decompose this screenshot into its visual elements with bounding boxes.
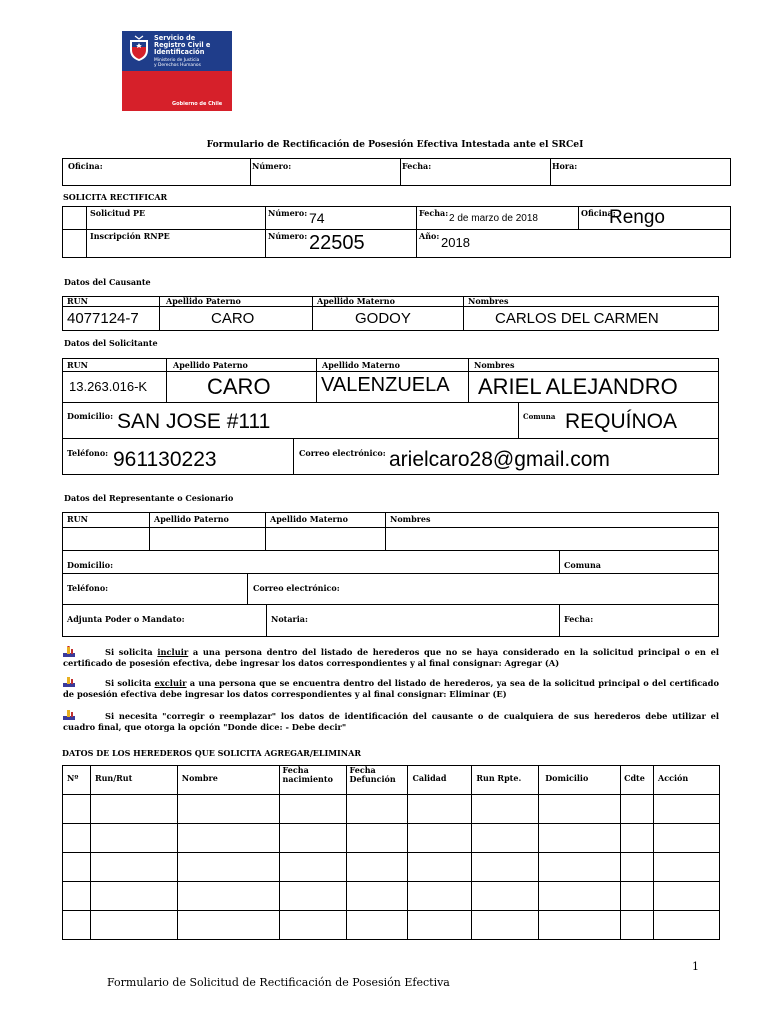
herederos-table: [62, 765, 720, 940]
solicitud-numero-value: 74: [309, 210, 325, 226]
herederos-col-cdte: Cdte: [624, 773, 645, 783]
logo-line-3: Identificación: [154, 48, 205, 56]
note-agregar-underline: incluir: [157, 647, 189, 657]
logo-line-4: Ministerio de Justicia: [154, 58, 200, 63]
solicitante-domicilio-label: Domicilio:: [67, 411, 114, 421]
solicitante-correo-label: Correo electrónico:: [299, 448, 386, 458]
office-info-row: [62, 158, 731, 186]
table-row: [63, 911, 720, 940]
numero-label: Número:: [252, 161, 292, 171]
note-agregar: [63, 647, 719, 669]
causante-table: [62, 296, 719, 331]
fecha-label: Fecha:: [402, 161, 432, 171]
table-row: [63, 882, 720, 911]
solicitud-oficina-label: Oficina:: [581, 208, 616, 218]
causante-nombres-header: Nombres: [468, 296, 509, 306]
representante-telefono-label: Teléfono:: [67, 583, 109, 593]
solicitante-nombres-header: Nombres: [474, 360, 515, 370]
causante-heading: Datos del Causante: [64, 277, 151, 287]
solicitante-comuna-label: Comuna: [523, 412, 556, 421]
solicitante-paterno-value: CARO: [207, 374, 271, 399]
solicitud-fecha-value: 2 de marzo de 2018: [449, 213, 538, 224]
solicitante-materno-header: Apellido Materno: [322, 360, 400, 370]
herederos-col-nacimiento: Fecha nacimiento: [282, 765, 333, 784]
solicitud-fecha-label: Fecha:: [419, 208, 449, 218]
herederos-col-defuncion: Fecha Defunción: [349, 765, 396, 784]
solicitante-run-header: RUN: [67, 360, 88, 370]
solicitante-telefono-label: Teléfono:: [67, 448, 109, 458]
herederos-header-row: [63, 766, 720, 795]
page-number: 1: [692, 960, 699, 973]
oficina-label: Oficina:: [68, 161, 103, 171]
causante-materno-value: GODOY: [355, 310, 411, 327]
inscripcion-anio-label: Año:: [419, 231, 440, 241]
note-eliminar-post: a una persona que se encuentra dentro del listado de herederos, ya sea de la solicitud principal o del certificado de posesión efectiva debe ingresar los datos correspondientes y al final consignar: Eliminar (E): [63, 678, 719, 699]
herederos-col-accion: Acción: [658, 773, 689, 783]
registro-civil-logo: [122, 31, 232, 111]
footer-text: Formulario de Solicitud de Rectificación de Posesión Efectiva: [107, 976, 450, 989]
inscripcion-numero-label: Número:: [268, 231, 308, 241]
representante-paterno-header: Apellido Paterno: [154, 514, 229, 524]
coat-of-arms-icon: [126, 34, 152, 62]
table-row: [63, 853, 720, 882]
page-title: Formulario de Rectificación de Posesión Efectiva Intestada ante el SRCeI: [206, 139, 584, 150]
representante-heading: Datos del Representante o Cesionario: [64, 493, 234, 503]
herederos-col-run: Run/Rut: [94, 773, 133, 783]
herederos-col-domicilio: Domicilio: [545, 773, 589, 783]
representante-notaria-label: Notaria:: [271, 614, 308, 624]
causante-run-value: 4077124-7: [67, 310, 139, 327]
table-row: [63, 795, 720, 824]
logo-footer: Gobierno de Chile: [172, 101, 223, 107]
causante-paterno-header: Apellido Paterno: [166, 296, 241, 306]
causante-nombres-value: CARLOS DEL CARMEN: [495, 310, 659, 327]
solicitante-domicilio-value: SAN JOSE #111: [117, 410, 271, 433]
note-eliminar-pre: Si solicita: [105, 678, 155, 688]
representante-table: [62, 512, 719, 637]
herederos-heading: DATOS DE LOS HEREDEROS QUE SOLICITA AGREGAR/ELIMINAR: [62, 748, 361, 758]
solicitante-paterno-header: Apellido Paterno: [173, 360, 248, 370]
representante-correo-label: Correo electrónico:: [253, 583, 340, 593]
solicitud-numero-label: Número:: [268, 208, 308, 218]
representante-nombres-header: Nombres: [390, 514, 431, 524]
solicitante-comuna-value: REQUÍNOA: [565, 410, 678, 433]
solicitante-materno-value: VALENZUELA: [321, 374, 450, 396]
note-agregar-pre: Si solicita: [105, 647, 158, 657]
solicitud-pe-label: Solicitud PE: [90, 208, 146, 218]
note-eliminar: [63, 678, 719, 700]
representante-run-header: RUN: [67, 514, 88, 524]
logo-line-2: Registro Civil e: [154, 41, 211, 49]
logo-line-1: Servicio de: [154, 34, 196, 42]
inscripcion-rnpe-label: Inscripción RNPE: [90, 231, 170, 241]
representante-materno-header: Apellido Materno: [270, 514, 348, 524]
hora-label: Hora:: [552, 161, 578, 171]
logo-line-5: y Derechos Humanos: [154, 63, 201, 68]
solicitante-correo-value: arielcaro28@gmail.com: [389, 448, 610, 471]
causante-materno-header: Apellido Materno: [317, 296, 395, 306]
causante-paterno-value: CARO: [211, 310, 255, 327]
causante-run-header: RUN: [67, 296, 88, 306]
representante-domicilio-label: Domicilio:: [67, 560, 114, 570]
herederos-col-calidad: Calidad: [412, 773, 447, 783]
herederos-col-nombre: Nombre: [181, 773, 218, 783]
solicita-rectificar-table: [62, 206, 731, 258]
solicitante-run-value: 13.263.016-K: [69, 379, 148, 394]
note-corregir: Si necesita "corregir o reemplazar" los datos de identificación del causante o de cualquiera de sus herederos debe utilizar el cuadro final, que otorga la opción "Donde dice: - Debe decir": [63, 711, 719, 732]
note-eliminar-underline: excluir: [154, 678, 187, 688]
table-row: [63, 824, 720, 853]
solicitante-telefono-value: 961130223: [113, 448, 217, 471]
solicitante-nombres-value: ARIEL ALEJANDRO: [478, 374, 678, 399]
inscripcion-anio-value: 2018: [441, 235, 470, 250]
representante-fecha-label: Fecha:: [564, 614, 594, 624]
representante-comuna-label: Comuna: [564, 560, 601, 570]
inscripcion-numero-value: 22505: [309, 232, 365, 254]
note-agregar-post: a una persona dentro del listado de herederos que no se haya considerado en la solicitud principal o en el certificado de posesión efectiva, debe ingresar los datos correspondientes y al final consignar: Agregar (A): [63, 647, 720, 668]
representante-poder-label: Adjunta Poder o Mandato:: [67, 614, 185, 624]
solicitante-table: [62, 358, 719, 475]
solicitud-oficina-value: Rengo: [609, 207, 665, 228]
solicita-rectificar-heading: SOLICITA RECTIFICAR: [63, 192, 168, 202]
herederos-col-n: Nº: [67, 773, 79, 783]
solicitante-heading: Datos del Solicitante: [64, 338, 158, 348]
herederos-col-rpte: Run Rpte.: [476, 773, 522, 783]
